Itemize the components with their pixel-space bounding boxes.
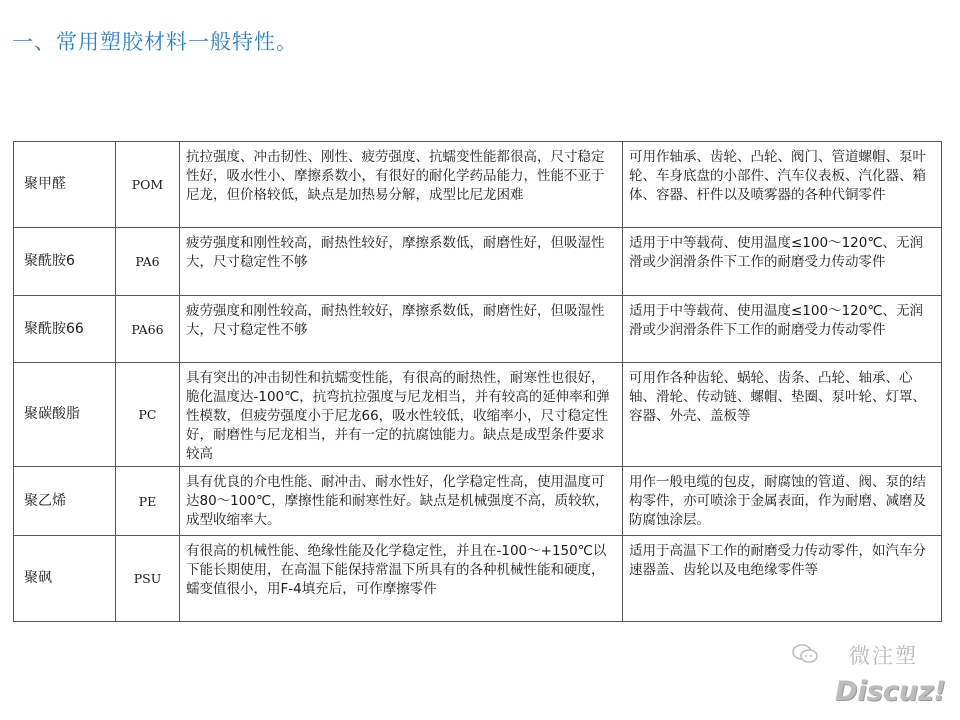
material-applications: 可用作各种齿轮、蜗轮、齿条、凸轮、轴承、心轴、滑轮、传动链、螺帽、垫圈、泵叶轮、灯罩、容器、外壳、盖板等 — [623, 363, 942, 467]
material-applications: 用作一般电缆的包皮，耐腐蚀的管道、阀、泵的结构零件，亦可喷涂于金属表面，作为耐磨、减磨及防腐蚀涂层。 — [623, 467, 942, 536]
material-abbr: POM — [116, 142, 180, 228]
material-properties: 具有突出的冲击韧性和抗蠕变性能，有很高的耐热性，耐寒性也很好，脆化温度达-100℃，抗弯抗拉强度与尼龙相当，并有较高的延伸率和弹性模数，但疲劳强度小于尼龙66，吸水性较低，收缩率小，尺寸稳定性好，耐磨性与尼龙相当，并有一定的抗腐蚀能力。缺点是成型条件要求较高 — [180, 363, 623, 467]
table-row — [14, 228, 942, 296]
material-properties: 疲劳强度和刚性较高，耐热性较好，摩擦系数低，耐磨性好，但吸湿性大，尺寸稳定性不够 — [180, 228, 623, 296]
material-name: 聚碳酸脂 — [14, 363, 116, 467]
table-row — [14, 142, 942, 228]
material-name: 聚乙烯 — [14, 467, 116, 536]
watermark-brand: 微注塑 — [849, 644, 918, 668]
plastics-properties-table — [13, 141, 942, 622]
watermark-forum: Discuz! — [835, 676, 946, 707]
material-abbr: PSU — [116, 536, 180, 622]
material-properties: 有很高的机械性能、绝缘性能及化学稳定性，并且在-100～+150℃以下能长期使用，在高温下能保持常温下所具有的各种机械性能和硬度，蠕变值很小，用F-4填充后，可作摩擦零件 — [180, 536, 623, 622]
table-row — [14, 467, 942, 536]
material-applications: 适用于高温下工作的耐磨受力传动零件，如汽车分速器盖、齿轮以及电绝缘零件等 — [623, 536, 942, 622]
material-name: 聚砜 — [14, 536, 116, 622]
material-properties: 抗拉强度、冲击韧性、刚性、疲劳强度、抗蠕变性能都很高，尺寸稳定性好，吸水性小、摩擦系数小，有很好的耐化学药品能力，性能不亚于尼龙，但价格较低，缺点是加热易分解，成型比尼龙困难 — [180, 142, 623, 228]
table-row — [14, 363, 942, 467]
material-abbr: PE — [116, 467, 180, 536]
table-row — [14, 296, 942, 363]
material-name: 聚酰胺6 — [14, 228, 116, 296]
material-applications: 适用于中等载荷、使用温度≤100～120℃、无润滑或少润滑条件下工作的耐磨受力传动零件 — [623, 228, 942, 296]
material-name: 聚甲醛 — [14, 142, 116, 228]
material-abbr: PA6 — [116, 228, 180, 296]
material-abbr: PA66 — [116, 296, 180, 363]
material-properties: 疲劳强度和刚性较高，耐热性较好，摩擦系数低，耐磨性好，但吸湿性大，尺寸稳定性不够 — [180, 296, 623, 363]
material-properties: 具有优良的介电性能、耐冲击、耐水性好，化学稳定性高，使用温度可达80～100℃，摩擦性能和耐寒性好。缺点是机械强度不高，质较软，成型收缩率大。 — [180, 467, 623, 536]
chat-bubble-icon — [792, 644, 818, 664]
table-row — [14, 536, 942, 622]
material-applications: 适用于中等载荷、使用温度≤100～120℃、无润滑或少润滑条件下工作的耐磨受力传动零件 — [623, 296, 942, 363]
material-applications: 可用作轴承、齿轮、凸轮、阀门、管道螺帽、泵叶轮、车身底盘的小部件、汽车仪表板、汽化器、箱体、容器、杆件以及喷雾器的各种代铜零件 — [623, 142, 942, 228]
page-heading: 一、常用塑胶材料一般特性。 — [12, 30, 298, 54]
material-abbr: PC — [116, 363, 180, 467]
material-name: 聚酰胺66 — [14, 296, 116, 363]
